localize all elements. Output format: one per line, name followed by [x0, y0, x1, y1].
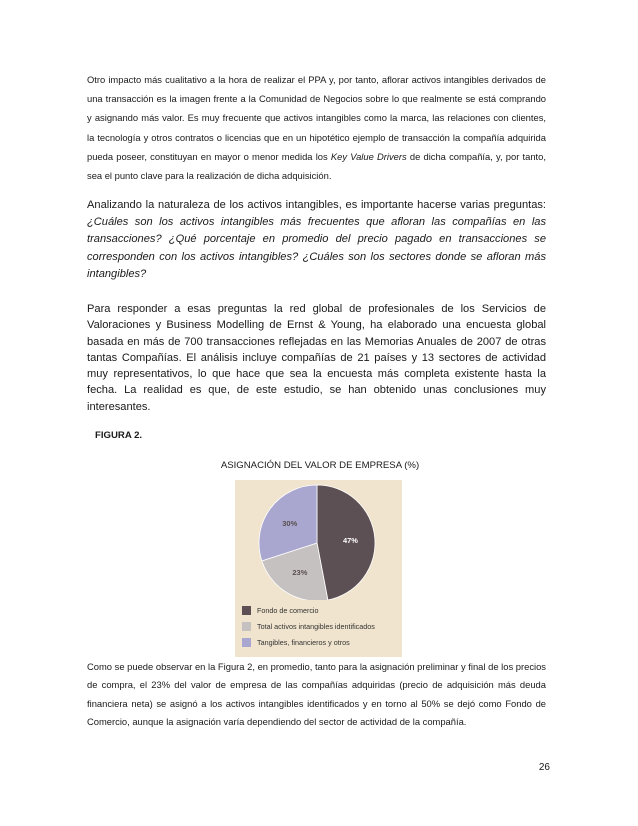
- pie-slice-label-2: 30%: [282, 519, 298, 529]
- legend-label: Total activos intangibles identificados: [257, 621, 375, 631]
- paragraph-ppa-impact: [87, 70, 546, 185]
- paragraph-text: Otro impacto más cualitativo a la hora de realizar el PPA y, por tanto, aflorar activos intangibles derivados de una transacción es la imagen frente a la Comunidad de Negocios sobre lo que realmente se está comprando y asignando más valor. Es muy frecuente que activos intangibles como la marca, las relaciones con clientes, la tecnología y otros contratos o licencias que en un hipotético ejemplo de transacción la compañía adquirida pueda poseer, constituyan en mayor o menor medida los: [87, 74, 546, 162]
- chart-legend: [242, 602, 402, 650]
- paragraph-figure-explanation: Como se puede observar en la Figura 2, en promedio, tanto para la asignación preliminar y final de los precios de compra, el 23% del valor de empresa de las compañías adquiridas (precio de adquisición más deuda financiera neta) se asignó a los activos intangibles identificados y en torno al 50% se dejó como Fondo de Comercio, aunque la asignación varía dependiendo del sector de actividad de la compañía.: [87, 661, 546, 727]
- pie-chart: [235, 480, 402, 657]
- legend-item-2: [242, 634, 402, 650]
- emphasis-text: Key Value Drivers: [330, 150, 407, 162]
- legend-item-1: [242, 618, 402, 634]
- legend-swatch: [242, 638, 251, 647]
- pie-slice-label-0: 47%: [342, 535, 358, 545]
- legend-label: Fondo de comercio: [257, 605, 319, 615]
- figure-title: ASIGNACIÓN DEL VALOR DE EMPRESA (%): [220, 460, 420, 471]
- pie-chart-svg: [235, 480, 402, 600]
- paragraph-survey: Para responder a esas preguntas la red global de profesionales de los Servicios de Valoraciones y Business Modelling de Ernst & Young, ha elaborado una encuesta global basada en más de 700 transacciones reflejadas en las Memorias Anuales de 2007 de otras tantas Compañías. El análisis incluye compañías de 21 países y 13 sectores de actividad muy representativos, lo que hace que sea la encuesta más completa existente hasta la fecha. La realidad es que, de este estudio, se han obtenido unas conclusiones muy interesantes.: [87, 303, 546, 413]
- legend-swatch: [242, 622, 251, 631]
- page-number: 26: [538, 762, 550, 773]
- paragraph-text: Analizando la naturaleza de los activos intangibles, es importante hacerse varias preguntas:: [87, 199, 546, 211]
- legend-label: Tangibles, financieros y otros: [257, 637, 350, 647]
- legend-item-0: [242, 602, 402, 618]
- paragraph-text: de dicha compañía, y, por tanto, sea el punto clave para la realización de dicha adquisición.: [87, 150, 546, 182]
- paragraph-questions: [87, 197, 546, 283]
- legend-swatch: [242, 606, 251, 615]
- pie-slice-label-1: 23%: [292, 567, 308, 577]
- figure-label: FIGURA 2.: [95, 430, 143, 441]
- emphasis-text: ¿Cuáles son los activos intangibles más frecuentes que afloran las compañías en las transacciones? ¿Qué porcentaje en promedio del precio pagado en transacciones se corresponden con los activos intangibles? ¿Cuáles son los sectores donde se afloran más intangibles?: [87, 216, 546, 280]
